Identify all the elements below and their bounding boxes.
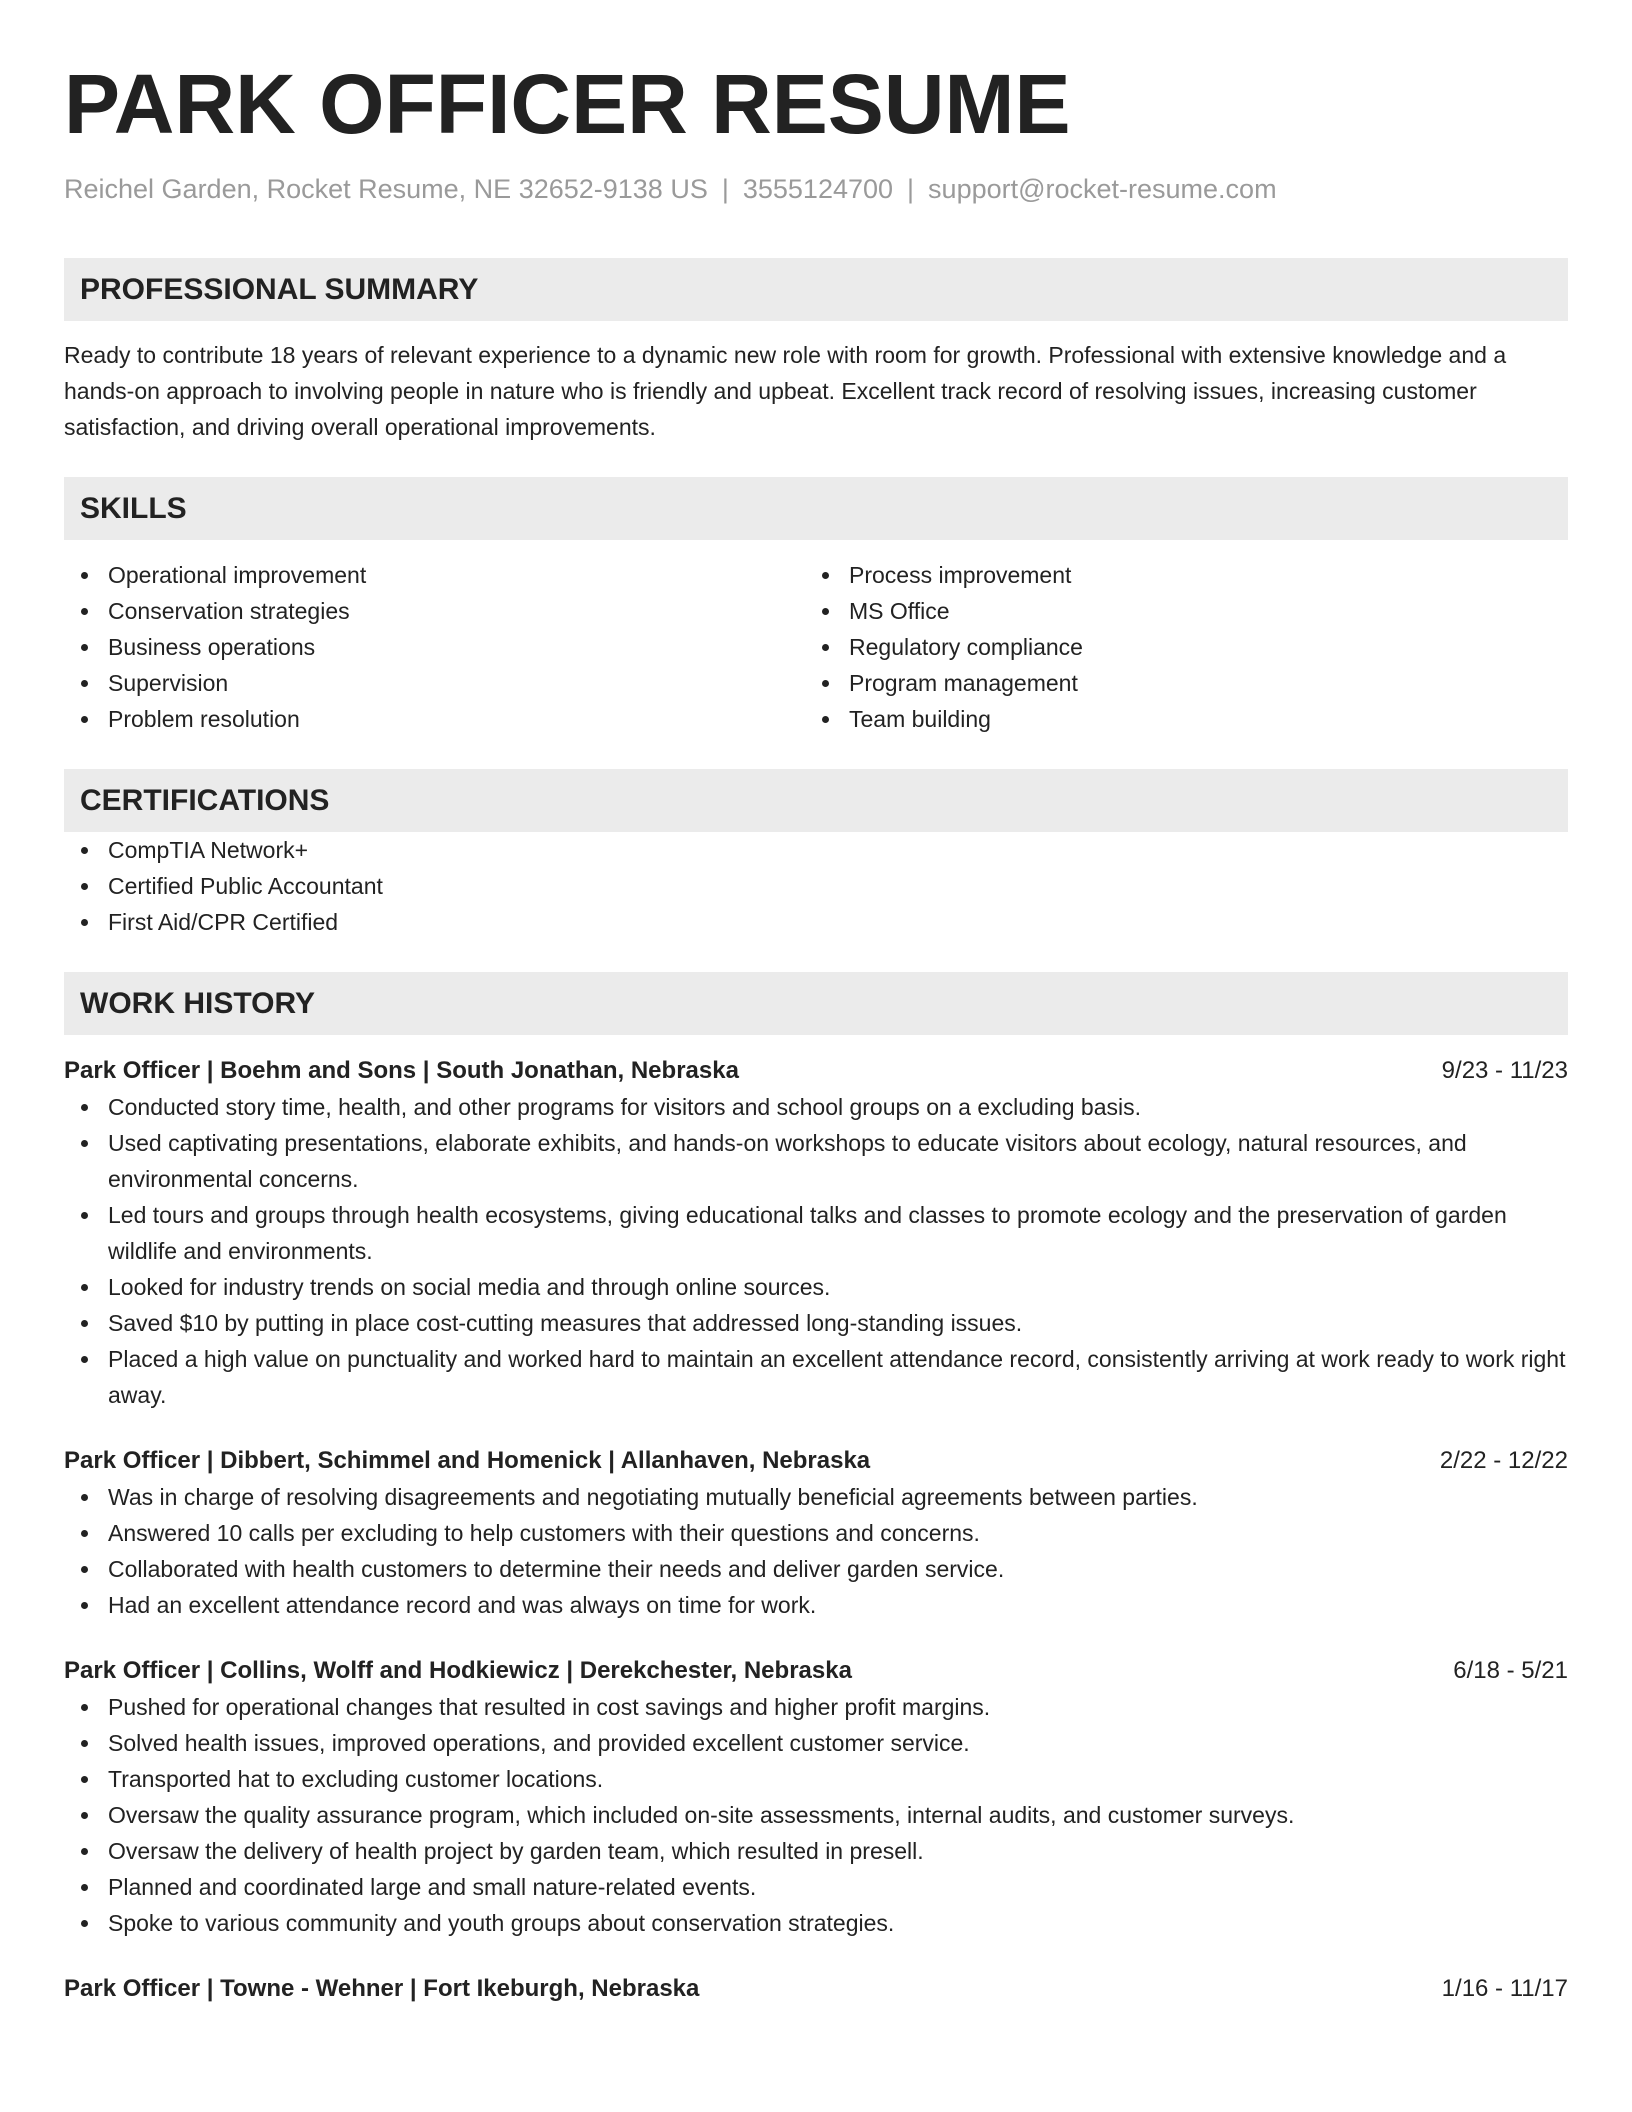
- skills-left-column: [64, 557, 805, 737]
- contact-line: [64, 172, 1568, 206]
- job-bullet: Pushed for operational changes that resulted in cost savings and higher profit margins.: [64, 1689, 1568, 1725]
- summary-heading: PROFESSIONAL SUMMARY: [64, 258, 1568, 321]
- skill-item: Team building: [805, 701, 1546, 737]
- job-bullet: Transported hat to excluding customer locations.: [64, 1761, 1568, 1797]
- job-dates: 9/23 - 11/23: [1441, 1057, 1568, 1084]
- skill-item: Operational improvement: [64, 557, 805, 593]
- job-bullet: Answered 10 calls per excluding to help customers with their questions and concerns.: [64, 1515, 1568, 1551]
- job-bullet: Solved health issues, improved operations, and provided excellent customer service.: [64, 1725, 1568, 1761]
- skills-right-column: [805, 557, 1546, 737]
- job-bullet: Looked for industry trends on social media and through online sources.: [64, 1269, 1568, 1305]
- job-entry: [64, 1443, 1568, 1623]
- job-bullet: Planned and coordinated large and small nature-related events.: [64, 1869, 1568, 1905]
- skill-item: Program management: [805, 665, 1546, 701]
- job-bullet: Oversaw the quality assurance program, which included on-site assessments, internal audits, and customer surveys.: [64, 1797, 1568, 1833]
- job-bullet: Collaborated with health customers to determine their needs and deliver garden service.: [64, 1551, 1568, 1587]
- certification-item: CompTIA Network+: [64, 832, 1568, 868]
- job-bullet: Spoke to various community and youth groups about conservation strategies.: [64, 1905, 1568, 1941]
- certification-item: First Aid/CPR Certified: [64, 904, 1568, 940]
- job-entry: [64, 1053, 1568, 1413]
- contact-separator: |: [721, 174, 729, 204]
- job-title: Park Officer | Towne - Wehner | Fort Ikeburgh, Nebraska: [64, 1975, 700, 2002]
- summary-text: Ready to contribute 18 years of relevant experience to a dynamic new role with room for growth. Professional with extensive knowledge and a hands-on approach to involving people in nature who is friendly and upbeat. Excellent track record of resolving issues, increasing customer satisfaction, and driving overall operational improvements.: [64, 342, 1507, 440]
- job-bullet: Saved $10 by putting in place cost-cutting measures that addressed long-standing issues.: [64, 1305, 1568, 1341]
- skills-heading: SKILLS: [64, 477, 1568, 540]
- certifications-heading: CERTIFICATIONS: [64, 769, 1568, 832]
- job-title: Park Officer | Dibbert, Schimmel and Homenick | Allanhaven, Nebraska: [64, 1447, 871, 1474]
- job-bullet-list: [64, 1479, 1568, 1623]
- job-header: [64, 1653, 1568, 1689]
- skill-item: Problem resolution: [64, 701, 805, 737]
- skill-item: MS Office: [805, 593, 1546, 629]
- job-bullet-list: [64, 1089, 1568, 1413]
- job-dates: 1/16 - 11/17: [1441, 1975, 1568, 2002]
- job-title: Park Officer | Collins, Wolff and Hodkiewicz | Derekchester, Nebraska: [64, 1657, 852, 1684]
- job-entry: [64, 1653, 1568, 1941]
- skill-item: Conservation strategies: [64, 593, 805, 629]
- job-entry: [64, 1971, 1568, 2007]
- job-header: [64, 1053, 1568, 1089]
- certifications-list: [64, 832, 1568, 940]
- job-header: [64, 1443, 1568, 1479]
- job-bullet-list: [64, 1689, 1568, 1941]
- skill-item: Process improvement: [805, 557, 1546, 593]
- work-history-heading: WORK HISTORY: [64, 972, 1568, 1035]
- skill-item: Regulatory compliance: [805, 629, 1546, 665]
- certification-item: Certified Public Accountant: [64, 868, 1568, 904]
- job-bullet: Conducted story time, health, and other programs for visitors and school groups on a excluding basis.: [64, 1089, 1568, 1125]
- skills-left-list: [64, 557, 805, 737]
- contact-separator: |: [907, 174, 915, 204]
- job-header: [64, 1971, 1568, 2007]
- job-bullet: Had an excellent attendance record and was always on time for work.: [64, 1587, 1568, 1623]
- skills-right-list: [805, 557, 1546, 737]
- skill-item: Supervision: [64, 665, 805, 701]
- job-dates: 6/18 - 5/21: [1453, 1657, 1568, 1684]
- job-title: Park Officer | Boehm and Sons | South Jonathan, Nebraska: [64, 1057, 739, 1084]
- contact-address: Reichel Garden, Rocket Resume, NE 32652-9138 US: [64, 174, 708, 204]
- job-bullet: Used captivating presentations, elaborate exhibits, and hands-on workshops to educate visitors about ecology, natural resources, and environmental concerns.: [64, 1125, 1568, 1197]
- contact-phone: 3555124700: [742, 174, 894, 204]
- skill-item: Business operations: [64, 629, 805, 665]
- job-bullet: Led tours and groups through health ecosystems, giving educational talks and classes to promote ecology and the preservation of garden wildlife and environments.: [64, 1197, 1568, 1269]
- resume-title: PARK OFFICER RESUME: [64, 57, 1071, 151]
- contact-email: support@rocket-resume.com: [928, 174, 1277, 204]
- skills-columns: [64, 557, 1568, 737]
- job-bullet: Was in charge of resolving disagreements and negotiating mutually beneficial agreements between parties.: [64, 1479, 1568, 1515]
- job-bullet: Oversaw the delivery of health project by garden team, which resulted in presell.: [64, 1833, 1568, 1869]
- job-dates: 2/22 - 12/22: [1439, 1447, 1568, 1474]
- job-bullet: Placed a high value on punctuality and worked hard to maintain an excellent attendance record, consistently arriving at work ready to work right away.: [64, 1341, 1568, 1413]
